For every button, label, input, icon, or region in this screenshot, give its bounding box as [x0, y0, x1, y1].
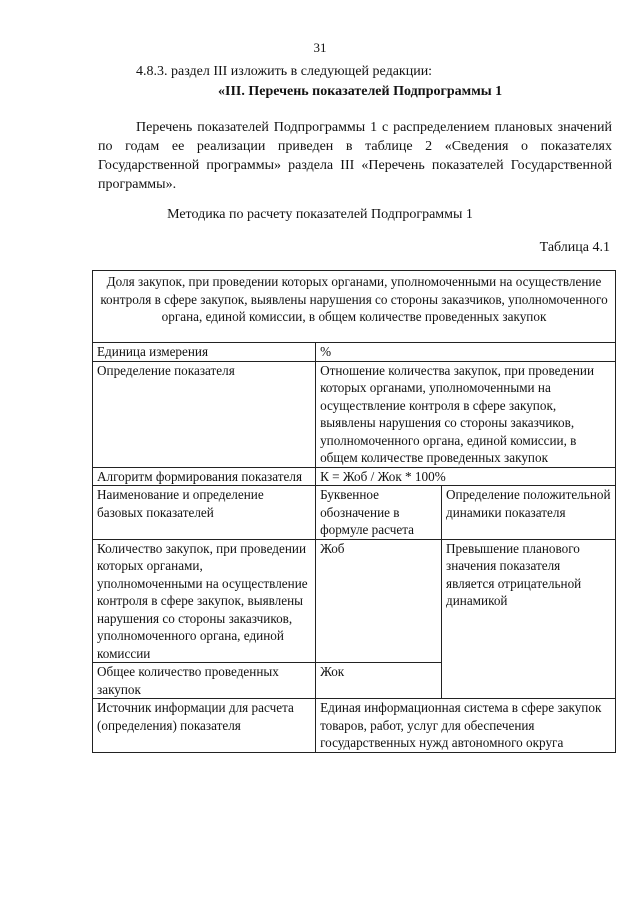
indicator-table	[92, 270, 616, 753]
row2-symbol: Жок	[316, 663, 442, 699]
algorithm-label: Алгоритм формирования показателя	[93, 467, 316, 486]
methodology-title: Методика по расчету показателей Подпрограммы 1	[167, 207, 473, 222]
amendment-instruction: 4.8.3. раздел III изложить в следующей редакции:	[136, 64, 433, 79]
algorithm-value: К = Жоб / Жок * 100%	[316, 467, 616, 486]
section-title: «III. Перечень показателей Подпрограммы 1	[218, 84, 503, 99]
intro-paragraph: Перечень показателей Подпрограммы 1 с распределением плановых значений по годам ее реализации приведен в таблице 2 «Сведения о показателях Государственной программы» раздела III «Перечень показателей Государственной программы».	[98, 120, 612, 192]
base-indicators-label: Наименование и определение базовых показателей	[93, 486, 316, 540]
row1-name: Количество закупок, при проведении которых органами, уполномоченными на осуществление контроля в сфере закупок, выявлены нарушения со стороны заказчиков, уполномоченного органа, единой комиссии	[93, 539, 316, 663]
page-number: 31	[313, 40, 327, 55]
symbol-column-label: Буквенное обозначение в формуле расчета	[316, 486, 442, 540]
unit-label: Единица измерения	[93, 343, 316, 362]
dynamics-value: Превышение планового значения показателя является отрицательной динамикой	[442, 539, 616, 699]
source-value: Единая информационная система в сфере закупок товаров, работ, услуг для обеспечения государственных нужд автономного округа	[316, 699, 616, 753]
dynamics-column-label: Определение положительной динамики показателя	[442, 486, 616, 540]
row2-name: Общее количество проведенных закупок	[93, 663, 316, 699]
definition-label: Определение показателя	[93, 361, 316, 467]
table-number: Таблица 4.1	[539, 240, 610, 255]
source-label: Источник информации для расчета (определения) показателя	[93, 699, 316, 753]
definition-value: Отношение количества закупок, при проведении которых органами, уполномоченными на осуществление контроля в сфере закупок, выявлены нарушения со стороны заказчиков, уполномоченного органа, единой комиссии, в общем количестве проведенных закупок	[316, 361, 616, 467]
table-header: Доля закупок, при проведении которых органами, уполномоченными на осуществление контроля в сфере закупок, выявлены нарушения со стороны заказчиков, уполномоченного органа, единой комиссии, в общем количестве проведенных закупок	[93, 271, 616, 343]
row1-symbol: Жоб	[316, 539, 442, 663]
unit-value: %	[316, 343, 616, 362]
